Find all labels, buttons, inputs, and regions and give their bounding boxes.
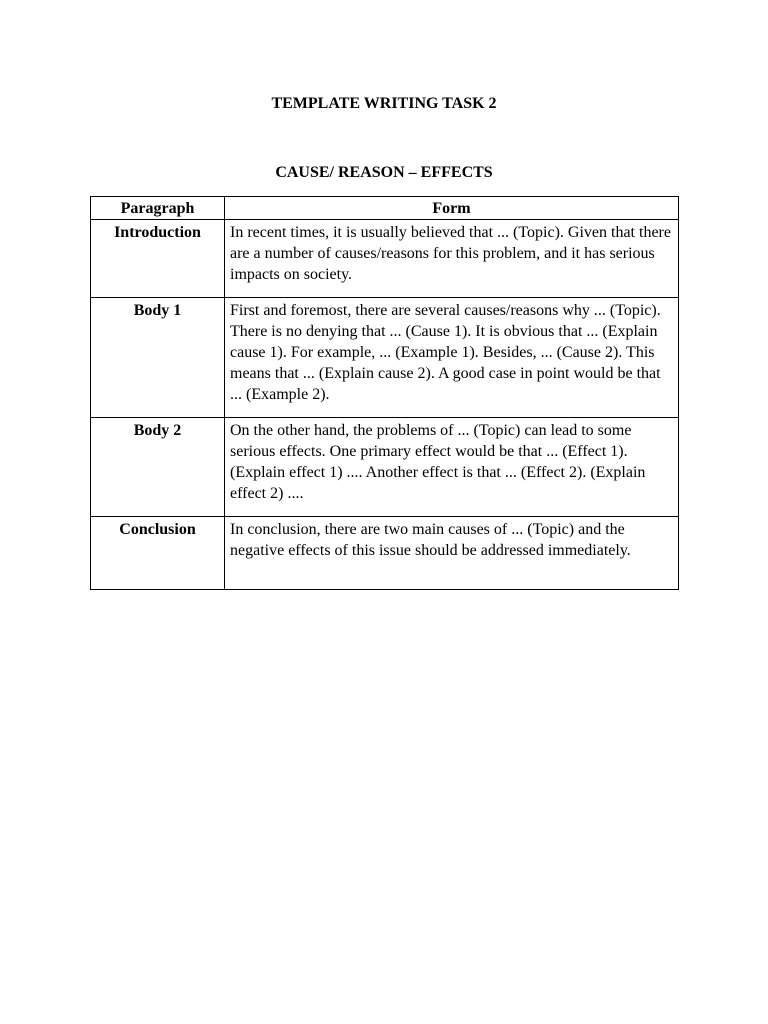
header-paragraph: Paragraph — [91, 197, 225, 220]
form-text: On the other hand, the problems of ... (Topic) can lead to some serious effects. One primary effect would be that ... (Effect 1). (Explain effect 1) .... Another effect is that ... (Effect 2). (Explain effect 2) .... — [225, 418, 679, 517]
form-text: In recent times, it is usually believed that ... (Topic). Given that there are a number of causes/reasons for this problem, and it has serious impacts on society. — [225, 220, 679, 298]
document-subtitle: CAUSE/ REASON – EFFECTS — [275, 164, 493, 181]
table-row — [91, 418, 679, 517]
form-text: First and foremost, there are several causes/reasons why ... (Topic). There is no denying that ... (Cause 1). It is obvious that ... (Explain cause 1). For example, ... (Example 1). Besides, ... (Cause 2). This means that ... (Explain cause 2). A good case in point would be that ... (Example 2). — [225, 298, 679, 418]
table-header-row — [91, 197, 679, 220]
paragraph-label: Conclusion — [91, 517, 225, 590]
template-table — [90, 196, 679, 590]
paragraph-label: Body 2 — [91, 418, 225, 517]
table-row — [91, 517, 679, 590]
paragraph-label: Body 1 — [91, 298, 225, 418]
form-text: In conclusion, there are two main causes of ... (Topic) and the negative effects of this issue should be addressed immediately. — [225, 517, 679, 590]
document-title: TEMPLATE WRITING TASK 2 — [271, 95, 497, 112]
paragraph-label: Introduction — [91, 220, 225, 298]
table-row — [91, 220, 679, 298]
table-row — [91, 298, 679, 418]
header-form: Form — [225, 197, 679, 220]
